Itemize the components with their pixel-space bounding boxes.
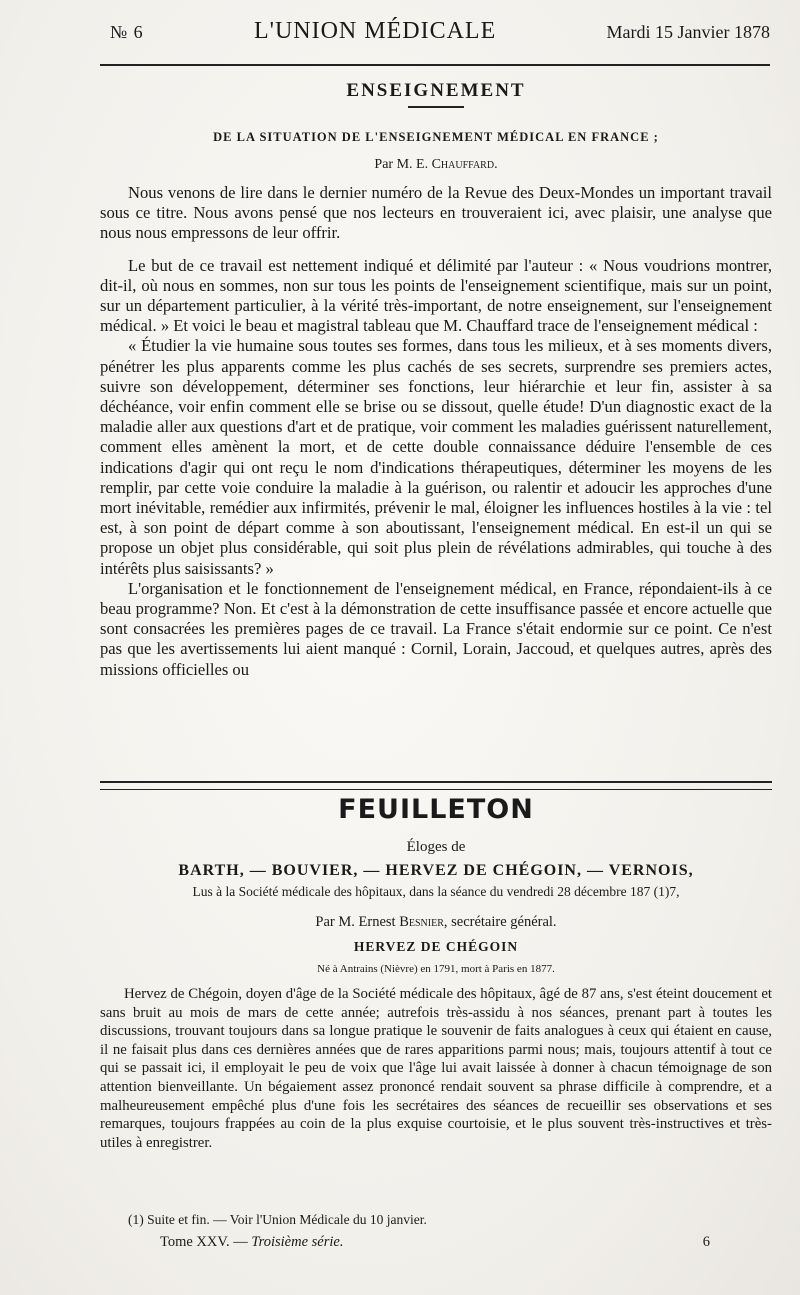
eloges-line: Éloges de <box>406 839 466 855</box>
series-label: Troisième série. <box>251 1234 344 1250</box>
paragraph: Hervez de Chégoin, doyen d'âge de la Société médicale des hôpitaux, âgé de 87 ans, s'est éteint doucement et sans bruit au mois de mars de cette année; autrefois très-assidu à nos séances, prenant part à toutes les discussions, trouvant toujours dans sa longue pratique le souvenir de faits analogues à ceux qui étaient en cause, il ne faisait plus dans ces dernières années que de rares apparitions parmi nous; mais, toujours attentif à tout ce qui se passait ici, il employait le peu de voix que l'âge lui avait laissée à donner à chacun témoignage de son attention bienveillante. Un bégaiement assez prononcé rendait souvent sa phrase difficile à comprendre, et a malheureusement empêché plus d'une fois les secrétaires des séances de recueillir ses observations et ses remarques, toujours frappées au coin de la plus exquise courtoisie, et le plus souvent très-instructives et très-utiles à enregistrer. <box>100 986 772 1151</box>
feuilleton-author-name: Besnier <box>399 914 444 930</box>
article-title: DE LA SITUATION DE L'ENSEIGNEMENT MÉDICAL EN FRANCE ; <box>213 130 659 144</box>
page-number: 6 <box>702 1234 710 1250</box>
paragraph: Le but de ce travail est nettement indiqué et délimité par l'auteur : « Nous voudrions montrer, dit-il, où nous en sommes, non sur tous les points de l'enseignement scientifique, mais sur un point, sur un département particulier, à la vérité très-important, de notre enseignement, sur l'enseignement médical. » Et voici le beau et magistral tableau que M. Chauffard trace de l'enseignement médical : <box>100 255 772 336</box>
feuilleton-author <box>100 914 772 931</box>
volume-info <box>160 1234 343 1251</box>
author-name: Chauffard. <box>431 157 498 172</box>
eloges-names: BARTH, — BOUVIER, — HERVEZ DE CHÉGOIN, — VERNOIS, <box>178 862 694 879</box>
article <box>100 70 772 680</box>
eloges-occasion: Lus à la Société médicale des hôpitaux, dans la séance du vendredi 28 décembre 187 (1)7, <box>192 884 680 899</box>
feuilleton-heading: FEUILLETON <box>338 794 534 825</box>
feuilleton-body <box>100 985 772 1152</box>
page-footer <box>160 1234 710 1251</box>
paragraph: Nous venons de lire dans le dernier numéro de la Revue des Deux-Mondes un important travail sous ce titre. Nous avons pensé que nos lecteurs en trouveraient ici, avec plaisir, une analyse que nous nous empressons de leur offrir. <box>100 183 772 243</box>
author-prefix: Par M. E. <box>374 157 432 172</box>
eloge-subject: HERVEZ DE CHÉGOIN <box>353 939 519 954</box>
feuilleton-divider <box>100 781 772 790</box>
footnote: (1) Suite et fin. — Voir l'Union Médicale du 10 janvier. <box>128 1212 427 1227</box>
paragraph: L'organisation et le fonctionnement de l'enseignement médical, en France, répondaient-ils à ce beau programme? Non. Et c'est à la démonstration de cette insuffisance passée et encore actuelle que sont consacrées les premières pages de ce travail. La France s'était endormie sur ce point. Ce n'est pas que les avertissements lui aient manqué : Cornil, Lorain, Jaccoud, et quelques autres, après des missions officielles ou <box>100 578 772 679</box>
feuilleton-author-prefix: Par M. Ernest <box>315 914 400 930</box>
issue-number: № 6 <box>110 22 144 42</box>
article-author <box>100 157 772 173</box>
section-divider <box>408 106 464 108</box>
paragraph: « Étudier la vie humaine sous toutes ses formes, dans tous les milieux, et à ses moments divers, pénétrer les plus apparents comme les plus cachés de ses secrets, surprendre ses premiers actes, suivre son développement, déterminer ses fonctions, leur hiérarchie et leur fin, assister à sa déchéance, voir enfin comment elle se brise ou se dissout, quelle étude! D'un diagnostic exact de la maladie aller aux questions d'art et de pratique, voir comment les maladies guérissent naturellement, comment elles amènent la mort, et de cette double connaissance déduire l'ensemble de ces indications d'agir qui ont reçu le nom d'indications thérapeutiques, déterminer les moyens de les remplir, par cette voie conduire la maladie à la guérison, ou ralentir et adoucir les approches d'une mort inévitable, remédier aux infirmités, prévenir le mal, éloigner les influences hostiles à la vie : tel est, à son point de départ comme à son aboutissant, l'enseignement médical. En est-il un qui se propose un objet plus considérable, qui soit plus plein de révélations admirables, qui touche à des intérêts plus saisissants? » <box>100 336 772 578</box>
header-rule <box>100 64 770 66</box>
journal-title: L'UNION MÉDICALE <box>253 18 497 44</box>
article-body <box>100 183 772 680</box>
feuilleton-author-suffix: , secrétaire général. <box>443 914 557 930</box>
issue-date: Mardi 15 Janvier 1878 <box>606 22 770 42</box>
tome-label: Tome XXV. — <box>160 1234 252 1250</box>
eloge-birth-death: Né à Antrains (Nièvre) en 1791, mort à Paris en 1877. <box>317 963 555 975</box>
feuilleton-section <box>100 790 772 1152</box>
section-title: ENSEIGNEMENT <box>346 80 526 101</box>
page-header <box>110 18 770 58</box>
